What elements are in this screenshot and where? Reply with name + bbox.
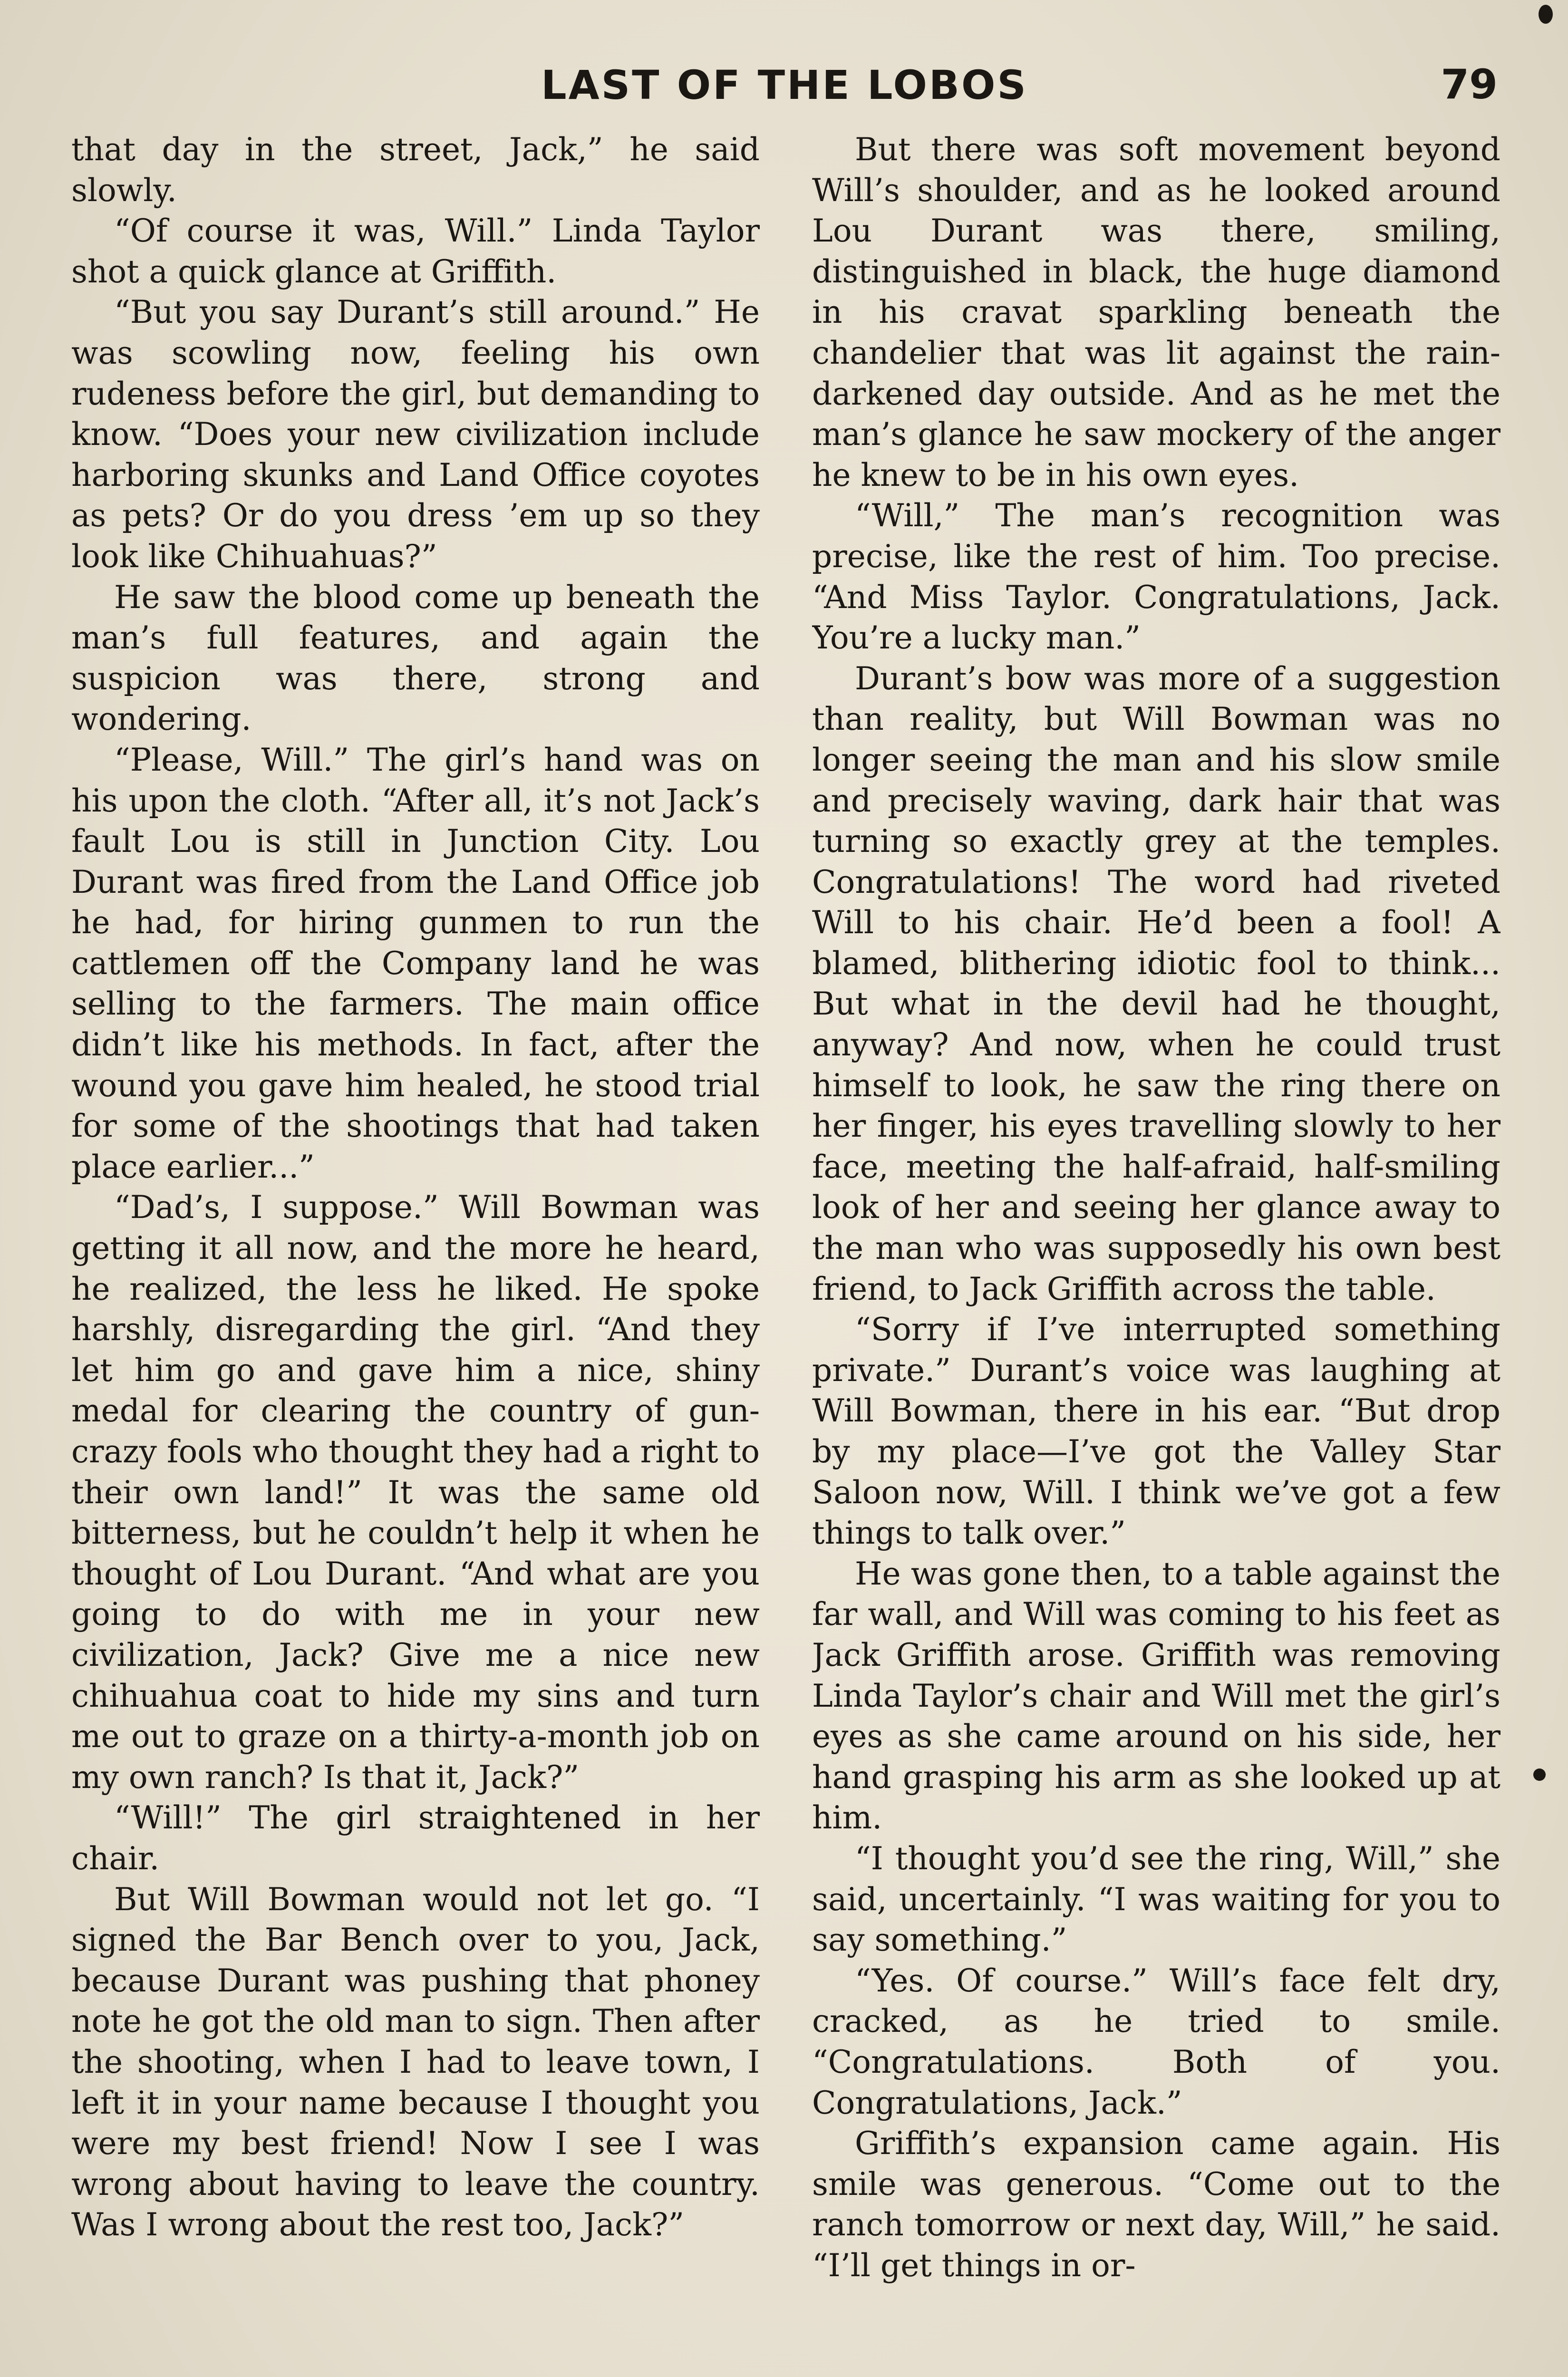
paragraph: “Please, Will.” The girl’s hand was on his upon the cloth. “After all, it’s not Jack’s fault Lou is still in Junction City. Lou Durant was fired from the Land Office job he had, for hiring gunmen to run the cattlemen off the Company land he was selling to the farmers. The main office didn’t like his methods. In fact, after the wound you gave him healed, he stood trial for some of the shootings that had taken place earlier...”: [71, 741, 760, 1185]
paragraph: “But you say Durant’s still around.” He was scowling now, feeling his own rudeness before the girl, but demanding to know. “Does your new civilization include harboring skunks and Land Office coyotes as pets? Or do you dress ’em up so they look like Chihuahuas?”: [71, 294, 760, 575]
paragraph: “I thought you’d see the ring, Will,” she said, uncertainly. “I was waiting for you to say something.”: [812, 1840, 1500, 1959]
paragraph: “Yes. Of course.” Will’s face felt dry, cracked, as he tried to smile. “Congratulations. Both of you. Congratulations, Jack.”: [812, 1962, 1500, 2121]
paragraph: “Dad’s, I suppose.” Will Bowman was getting it all now, and the more he heard, he realized, the less he liked. He spoke harshly, disregarding the girl. “And they let him go and gave him a nice, shiny medal for clearing the country of gun-crazy fools who thought they had a right to their own land!” It was the same old bitterness, but he couldn’t help it when he thought of Lou Durant. “And what are you going to do with me in your new civilization, Jack? Give me a nice new chihuahua coat to hide my sins and turn me out to graze on a thirty-a-month job on my own ranch? Is that it, Jack?”: [71, 1189, 760, 1796]
paragraph: “Sorry if I’ve interrupted something private.” Durant’s voice was laughing at Will Bowman, there in his ear. “But drop by my place—I’ve got the Valley Star Saloon now, Will. I think we’ve got a few things to talk over.”: [812, 1311, 1500, 1552]
paragraph: Durant’s bow was more of a suggestion than reality, but Will Bowman was no longer seeing the man and his slow smile and precisely waving, dark hair that was turning so exactly grey at the temples. Congratulations! The word had riveted Will to his chair. He’d been a fool! A blamed, blithering idiotic fool to think... But what in the devil had he thought, anyway? And now, when he could trust himself to look, he saw the ring there on her finger, his eyes travelling slowly to her face, meeting the half-afraid, half-smiling look of her and seeing her glance away to the man who was supposedly his own best friend, to Jack Griffith across the table.: [812, 660, 1500, 1307]
page-header: [71, 57, 1498, 114]
paragraph: Griffith’s expansion came again. His smile was generous. “Come out to the ranch tomorrow or next day, Will,” he said. “I’ll get things in or-: [812, 2125, 1500, 2284]
page-number: 79: [1441, 61, 1498, 108]
paragraph: “Will,” The man’s recognition was precise, like the rest of him. Too precise. “And Miss Taylor. Congratulations, Jack. You’re a lucky man.”: [812, 497, 1500, 657]
paragraph: that day in the street, Jack,” he said slowly.: [71, 131, 760, 209]
paragraph: He was gone then, to a table against the far wall, and Will was coming to his feet as Jack Griffith arose. Griffith was removing Linda Taylor’s chair and Will met the girl’s eyes as she came around on his side, her hand grasping his arm as she looked up at him.: [812, 1555, 1500, 1836]
running-title: LAST OF THE LOBOS: [541, 62, 1028, 108]
left-column: [71, 129, 760, 2377]
paragraph: “Will!” The girl straightened in her chair.: [71, 1799, 760, 1877]
paragraph: But Will Bowman would not let go. “I signed the Bar Bench over to you, Jack, because Durant was pushing that phoney note he got the old man to sign. Then after the shooting, when I had to leave town, I left it in your name because I thought you were my best friend! Now I see I was wrong about having to leave the country. Was I wrong about the rest too, Jack?”: [71, 1881, 760, 2243]
paragraph: “Of course it was, Will.” Linda Taylor shot a quick glance at Griffith.: [71, 213, 760, 290]
ink-speck: [1539, 5, 1553, 24]
paragraph: But there was soft movement beyond Will’s shoulder, and as he looked around Lou Durant was there, smiling, distinguished in black, the huge diamond in his cravat sparkling beneath the chandelier that was lit against the rain-darkened day outside. And as he met the man’s glance he saw mockery of the anger he knew to be in his own eyes.: [812, 131, 1500, 493]
paragraph: He saw the blood come up beneath the man’s full features, and again the suspicion was there, strong and wondering.: [71, 579, 760, 738]
right-column: [812, 129, 1500, 2377]
ink-speck: [1533, 1768, 1546, 1781]
